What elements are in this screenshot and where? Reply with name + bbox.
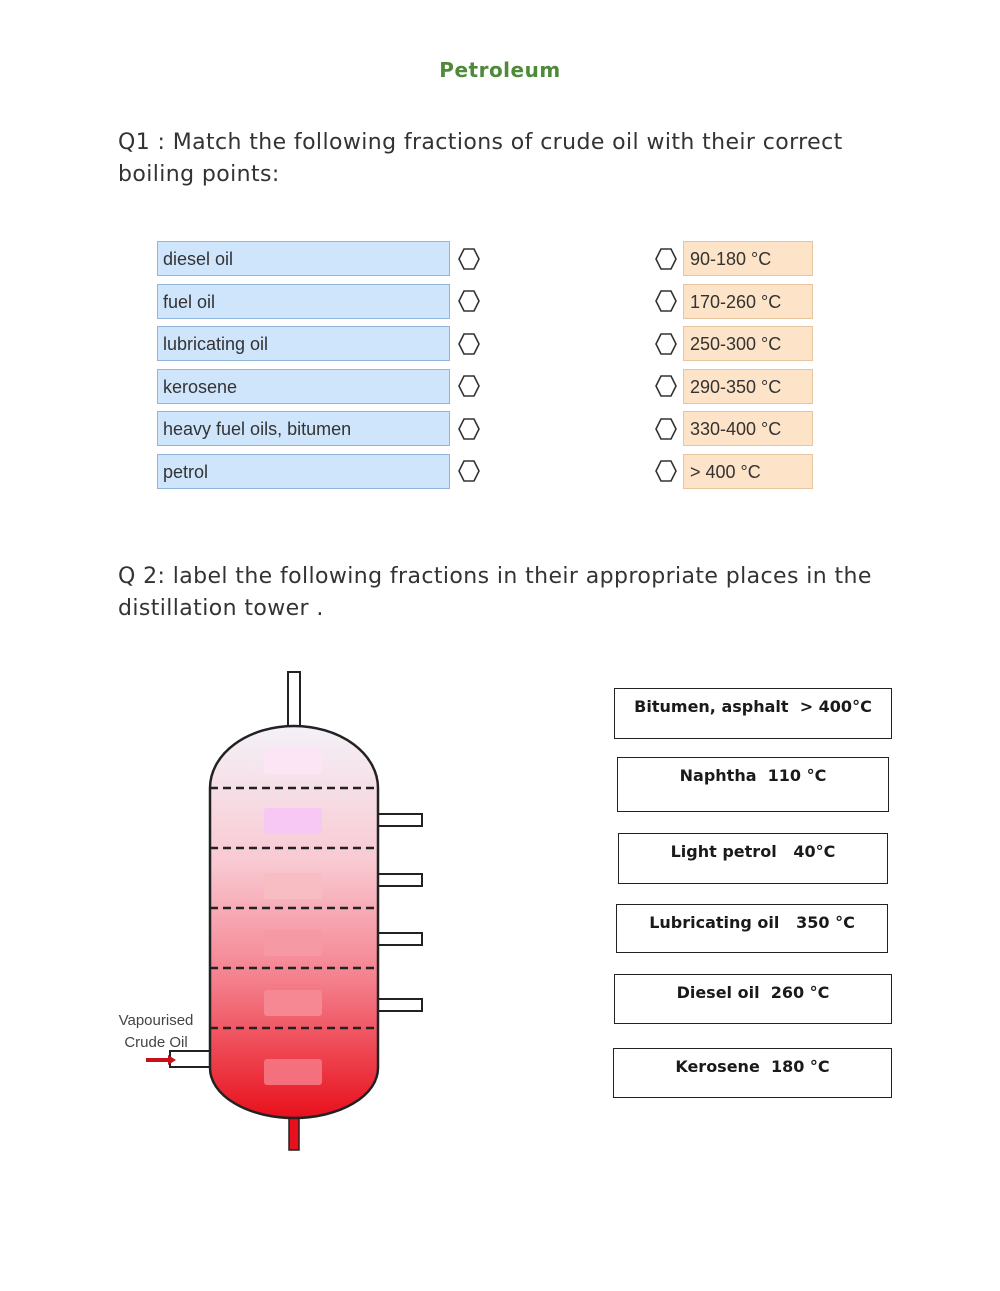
drop-zone xyxy=(264,873,322,899)
match-left-item[interactable]: kerosene xyxy=(157,369,450,404)
drop-zone xyxy=(264,1059,322,1085)
drop-zone xyxy=(264,748,322,774)
draggable-label[interactable]: Naphtha 110 °C xyxy=(617,757,889,812)
page-title: Petroleum xyxy=(439,58,561,82)
match-right-item[interactable]: 250-300 °C xyxy=(683,326,813,361)
drop-zone xyxy=(264,808,322,834)
match-node-right[interactable] xyxy=(655,333,677,355)
draggable-label[interactable]: Diesel oil 260 °C xyxy=(614,974,892,1024)
question-1-text: Q1 : Match the following fractions of crude oil with their correct boiling points: xyxy=(118,130,843,187)
match-node-left[interactable] xyxy=(458,333,480,355)
match-node-left[interactable] xyxy=(458,460,480,482)
match-node-left[interactable] xyxy=(458,375,480,397)
match-node-right[interactable] xyxy=(655,248,677,270)
draggable-label[interactable]: Bitumen, asphalt > 400°C xyxy=(614,688,892,739)
match-left-item[interactable]: fuel oil xyxy=(157,284,450,319)
draggable-label[interactable]: Lubricating oil 350 °C xyxy=(616,904,888,953)
match-left-item[interactable]: heavy fuel oils, bitumen xyxy=(157,411,450,446)
match-left-item[interactable]: petrol xyxy=(157,454,450,489)
match-node-right[interactable] xyxy=(655,460,677,482)
distillation-tower-diagram xyxy=(110,668,490,1158)
inlet-label-line2: Crude Oil xyxy=(124,1034,188,1051)
draggable-label[interactable]: Light petrol 40°C xyxy=(618,833,888,884)
match-right-item[interactable]: 330-400 °C xyxy=(683,411,813,446)
tower-side-outlets xyxy=(376,814,422,1011)
draggable-label[interactable]: Kerosene 180 °C xyxy=(613,1048,892,1098)
inlet-label-line1: Vapourised xyxy=(118,1012,194,1029)
match-node-left[interactable] xyxy=(458,290,480,312)
match-right-item[interactable]: 170-260 °C xyxy=(683,284,813,319)
match-node-right[interactable] xyxy=(655,375,677,397)
drop-zone xyxy=(264,930,322,956)
match-right-item[interactable]: 90-180 °C xyxy=(683,241,813,276)
match-node-right[interactable] xyxy=(655,290,677,312)
match-left-item[interactable]: diesel oil xyxy=(157,241,450,276)
match-node-left[interactable] xyxy=(458,418,480,440)
match-right-item[interactable]: > 400 °C xyxy=(683,454,813,489)
match-right-item[interactable]: 290-350 °C xyxy=(683,369,813,404)
match-node-left[interactable] xyxy=(458,248,480,270)
tower-top-pipe xyxy=(288,672,300,734)
match-left-item[interactable]: lubricating oil xyxy=(157,326,450,361)
drop-zone xyxy=(264,990,322,1016)
question-2-text: Q 2: label the following fractions in their appropriate places in the distillation tower . xyxy=(118,564,872,621)
match-node-right[interactable] xyxy=(655,418,677,440)
